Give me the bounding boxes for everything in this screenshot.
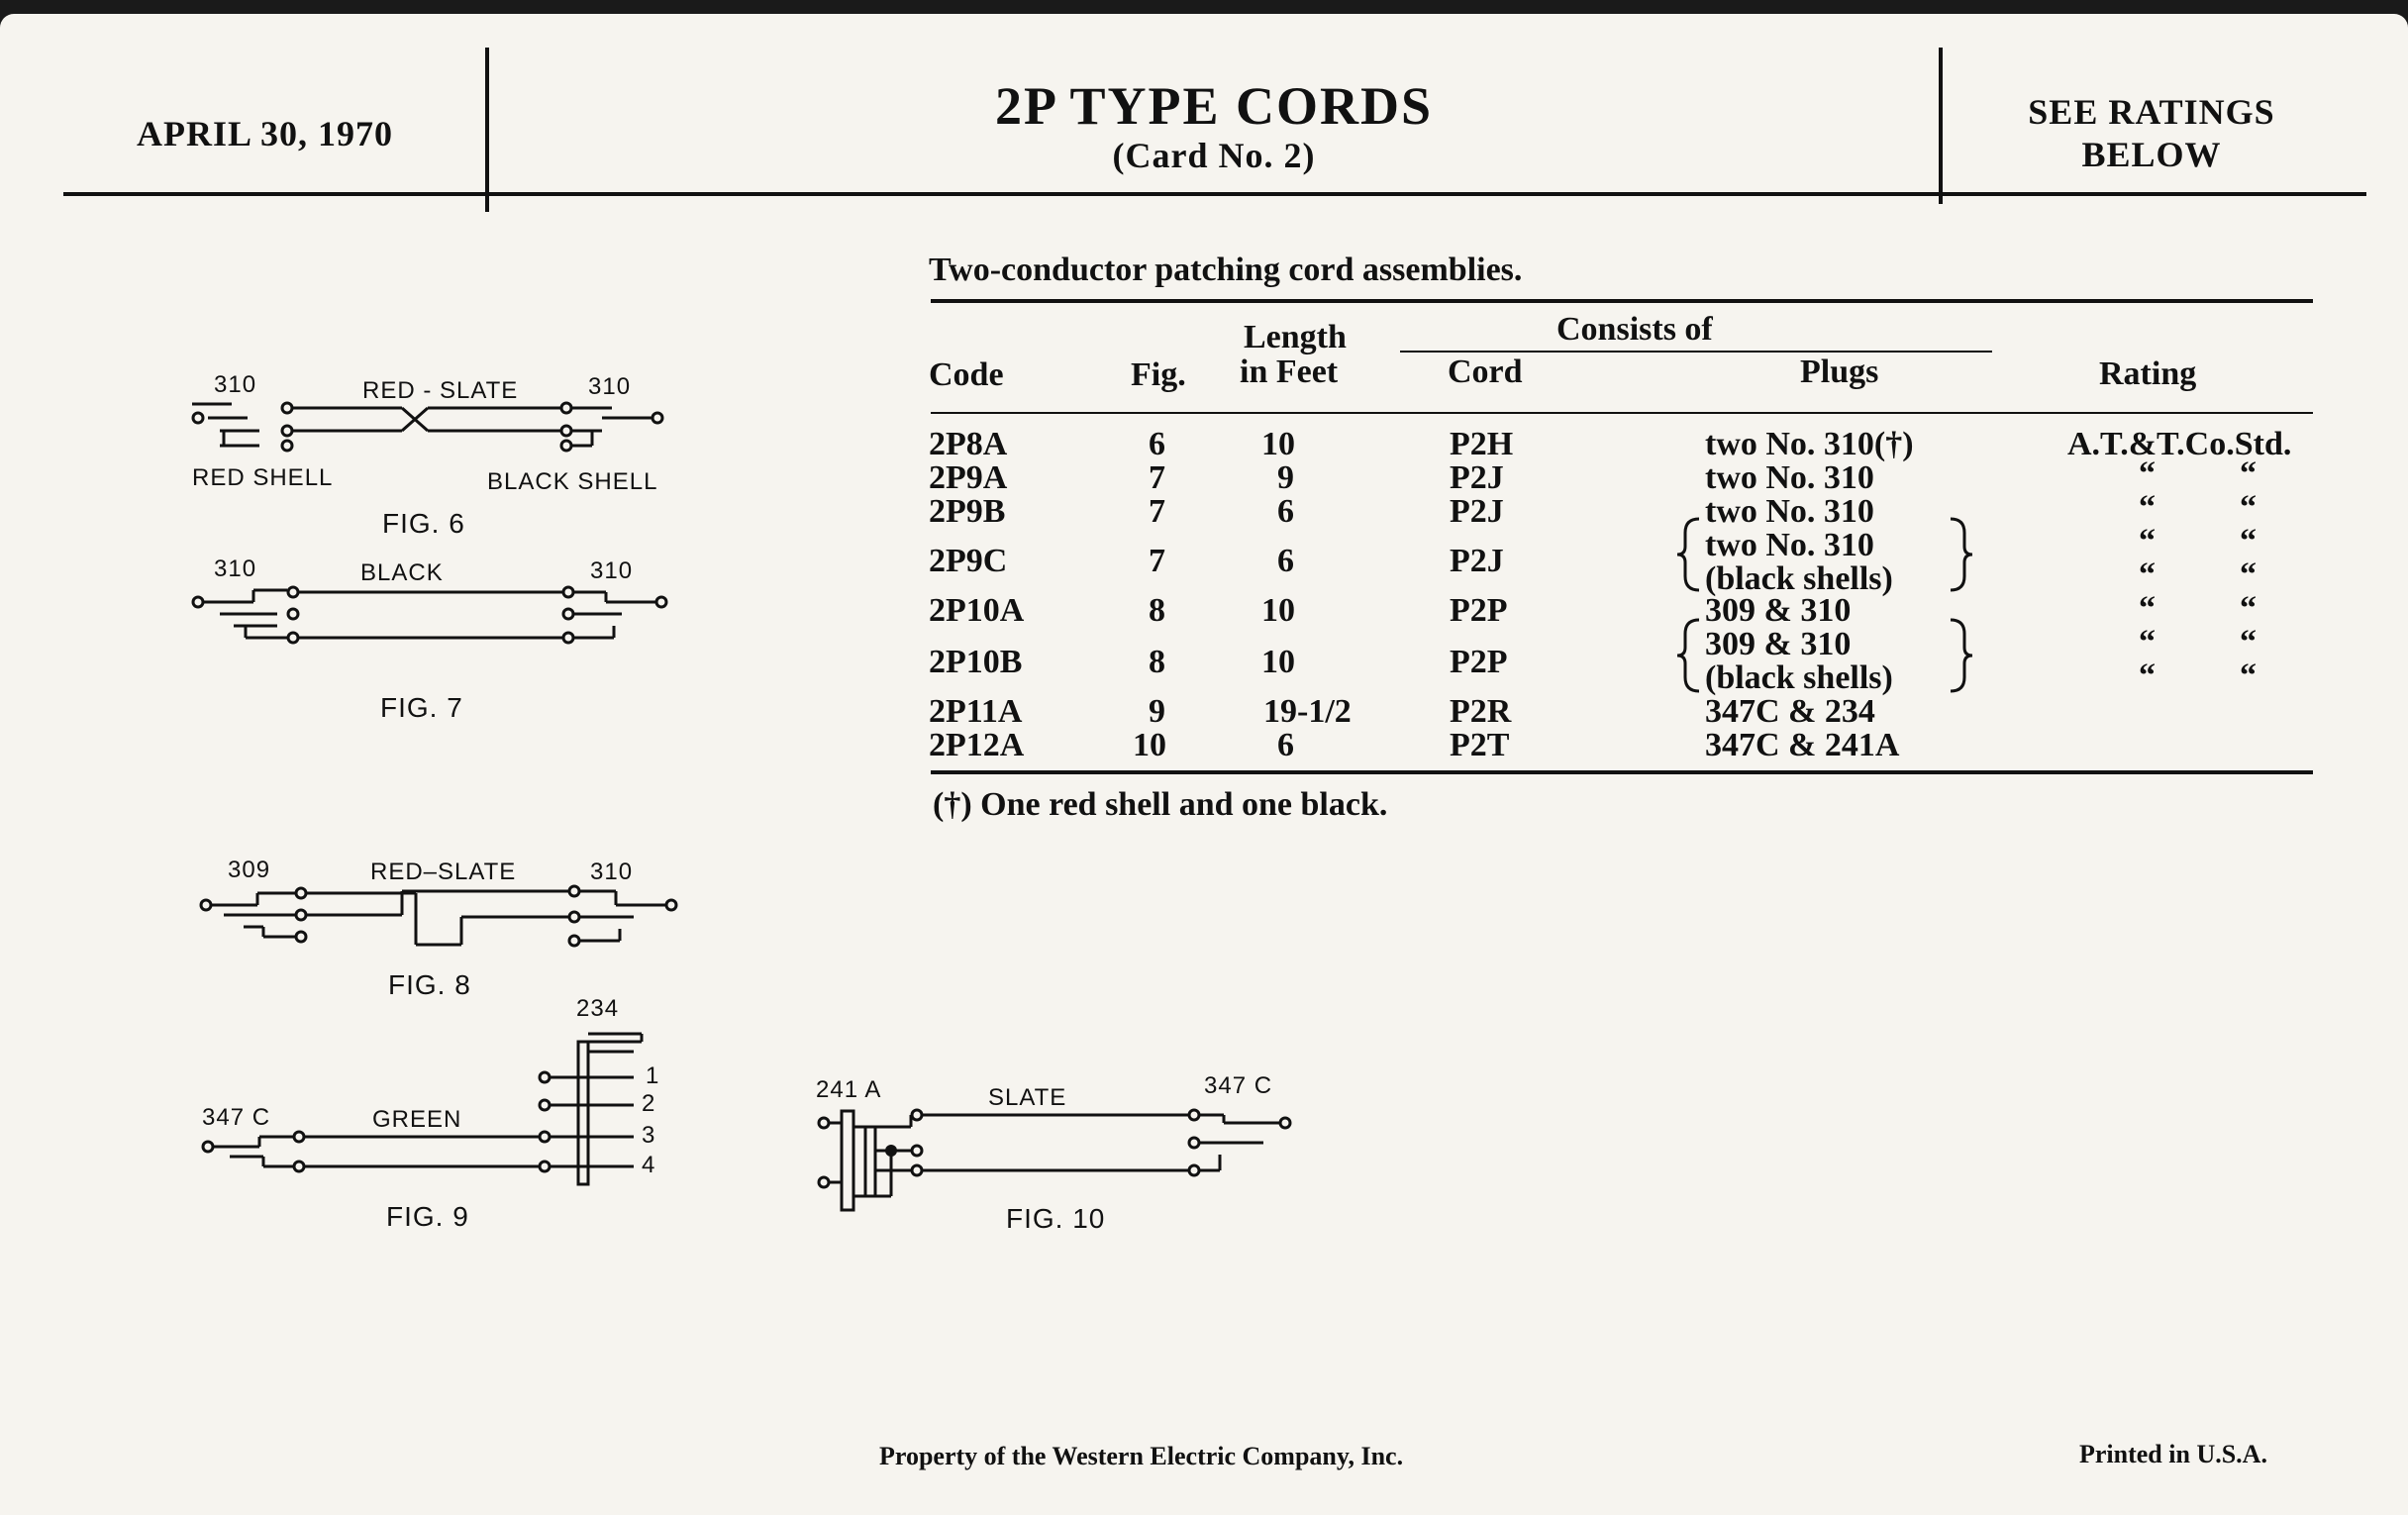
col-length-line2: in Feet xyxy=(1240,354,1339,390)
cell-fig: 7 xyxy=(1149,543,1165,579)
ditto-marks: “ “ xyxy=(2139,657,2257,694)
fig9-left-plug: 347 C xyxy=(202,1104,271,1131)
cell-length: 10 xyxy=(1261,426,1295,462)
cell-length: 19-1/2 xyxy=(1263,693,1352,730)
cell-fig: 10 xyxy=(1133,727,1166,763)
fig7-cord-label: BLACK xyxy=(360,559,444,586)
left-brace xyxy=(1673,616,1703,695)
footnote: (†) One red shell and one black. xyxy=(933,786,1388,823)
right-brace xyxy=(1947,515,1976,594)
fig9-cord-label: GREEN xyxy=(372,1106,462,1133)
cell-cord: P2R xyxy=(1450,693,1512,730)
fig6-right-plug: 310 xyxy=(588,373,632,400)
col-code: Code xyxy=(929,356,1004,393)
fig9-pin-1: 1 xyxy=(646,1062,660,1089)
col-consists-of: Consists of xyxy=(1556,311,1713,348)
cell-code: 2P12A xyxy=(929,727,1025,763)
fig9-caption: FIG. 9 xyxy=(386,1201,469,1232)
page-title: 2P TYPE CORDS xyxy=(994,76,1434,136)
header-ratings xyxy=(1949,91,2355,176)
cell-plugs-note: (black shells) xyxy=(1705,659,1893,696)
cell-cord: P2J xyxy=(1450,543,1504,579)
figure-6 xyxy=(192,403,662,451)
fig7-right-plug: 310 xyxy=(590,557,634,584)
fig6-right-shell: BLACK SHELL xyxy=(487,468,658,495)
cell-rating: “ “ xyxy=(2139,489,2257,526)
cell-code: 2P10A xyxy=(929,592,1025,629)
fig10-junction-dot xyxy=(885,1145,897,1157)
fig6-cord-label: RED - SLATE xyxy=(362,377,519,404)
wiring-figures xyxy=(0,14,1386,1301)
header-divider-right xyxy=(1939,48,1943,204)
fig6-left-shell: RED SHELL xyxy=(192,464,334,491)
col-rating: Rating xyxy=(2099,355,2197,392)
fig9-pin-2: 2 xyxy=(642,1090,656,1117)
cell-rating: A.T.&T.Co.Std. xyxy=(2067,426,2292,462)
cell-length: 9 xyxy=(1277,459,1294,496)
figure-8 xyxy=(201,886,676,946)
footer-property: Property of the Western Electric Company, Inc. xyxy=(879,1442,1404,1470)
fig6-left-plug: 310 xyxy=(214,371,257,398)
cell-cord: P2J xyxy=(1450,493,1504,530)
cell-cord: P2H xyxy=(1450,426,1514,462)
cell-fig: 9 xyxy=(1149,693,1165,730)
cell-plugs: 347C & 234 xyxy=(1705,693,1875,730)
cell-length: 10 xyxy=(1261,644,1295,680)
cell-fig: 7 xyxy=(1149,459,1165,496)
col-cord: Cord xyxy=(1448,354,1523,390)
cell-fig: 8 xyxy=(1149,644,1165,680)
cell-length: 6 xyxy=(1277,727,1294,763)
cell-plugs-note: (black shells) xyxy=(1705,560,1893,597)
header-date: APRIL 30, 1970 xyxy=(137,114,394,153)
right-brace xyxy=(1947,616,1976,695)
fig8-right-plug: 310 xyxy=(590,858,634,885)
cell-rating: “ “ xyxy=(2139,523,2257,559)
cell-rating: “ “ xyxy=(2139,455,2257,492)
col-plugs: Plugs xyxy=(1800,354,1879,390)
cell-plugs: two No. 310(†) xyxy=(1705,426,1914,462)
col-length-line1: Length xyxy=(1244,319,1347,355)
figure-10 xyxy=(819,1110,1290,1210)
cell-code: 2P9A xyxy=(929,459,1008,496)
cell-cord: P2P xyxy=(1450,644,1508,680)
cell-rating: “ “ xyxy=(2139,590,2257,627)
cell-cord: P2T xyxy=(1450,727,1510,763)
cell-fig: 8 xyxy=(1149,592,1165,629)
header-ratings-line2: BELOW xyxy=(2081,135,2222,174)
cell-code: 2P9C xyxy=(929,543,1008,579)
fig8-cord-label: RED–SLATE xyxy=(370,858,517,885)
card-number: (Card No. 2) xyxy=(1112,136,1316,175)
intro-text: Two-conductor patching cord assemblies. xyxy=(929,252,1523,288)
fig10-right-plug: 347 C xyxy=(1204,1072,1273,1099)
cell-cord: P2P xyxy=(1450,592,1508,629)
fig9-pin-3: 3 xyxy=(642,1122,656,1149)
fig8-caption: FIG. 8 xyxy=(388,969,471,1000)
left-brace xyxy=(1673,515,1703,594)
catalog-card xyxy=(0,14,2408,1515)
cell-length: 10 xyxy=(1261,592,1295,629)
fig6-caption: FIG. 6 xyxy=(382,508,465,539)
footer-printed: Printed in U.S.A. xyxy=(2079,1440,2267,1468)
cell-length: 6 xyxy=(1277,543,1294,579)
cell-plugs: 309 & 310 xyxy=(1705,626,1852,662)
cell-code: 2P8A xyxy=(929,426,1008,462)
header-ratings-line1: SEE RATINGS xyxy=(2028,92,2275,132)
col-fig: Fig. xyxy=(1131,356,1186,393)
figure-7 xyxy=(193,587,666,643)
fig8-left-plug: 309 xyxy=(228,857,271,883)
cell-plugs: two No. 310 xyxy=(1705,493,1874,530)
fig7-left-plug: 310 xyxy=(214,556,257,582)
cell-code: 2P9B xyxy=(929,493,1006,530)
ditto-marks: “ “ xyxy=(2139,624,2257,660)
cell-fig: 6 xyxy=(1149,426,1165,462)
fig10-left-plug: 241 A xyxy=(816,1076,882,1103)
cell-plugs: two No. 310 xyxy=(1705,459,1874,496)
fig9-right-plug: 234 xyxy=(576,995,620,1022)
fig10-cord-label: SLATE xyxy=(988,1084,1067,1111)
cell-rating: “ “ xyxy=(2139,556,2257,593)
fig10-caption: FIG. 10 xyxy=(1006,1203,1106,1234)
fig9-pin-4: 4 xyxy=(642,1152,656,1178)
cell-code: 2P10B xyxy=(929,644,1023,680)
cell-length: 6 xyxy=(1277,493,1294,530)
fig7-caption: FIG. 7 xyxy=(380,692,463,723)
cell-code: 2P11A xyxy=(929,693,1023,730)
cell-fig: 7 xyxy=(1149,493,1165,530)
cell-plugs: 347C & 241A xyxy=(1705,727,1900,763)
consists-of-rule xyxy=(1400,351,1992,353)
cell-plugs: two No. 310 xyxy=(1705,527,1874,563)
cell-cord: P2J xyxy=(1450,459,1504,496)
cell-plugs: 309 & 310 xyxy=(1705,592,1852,629)
